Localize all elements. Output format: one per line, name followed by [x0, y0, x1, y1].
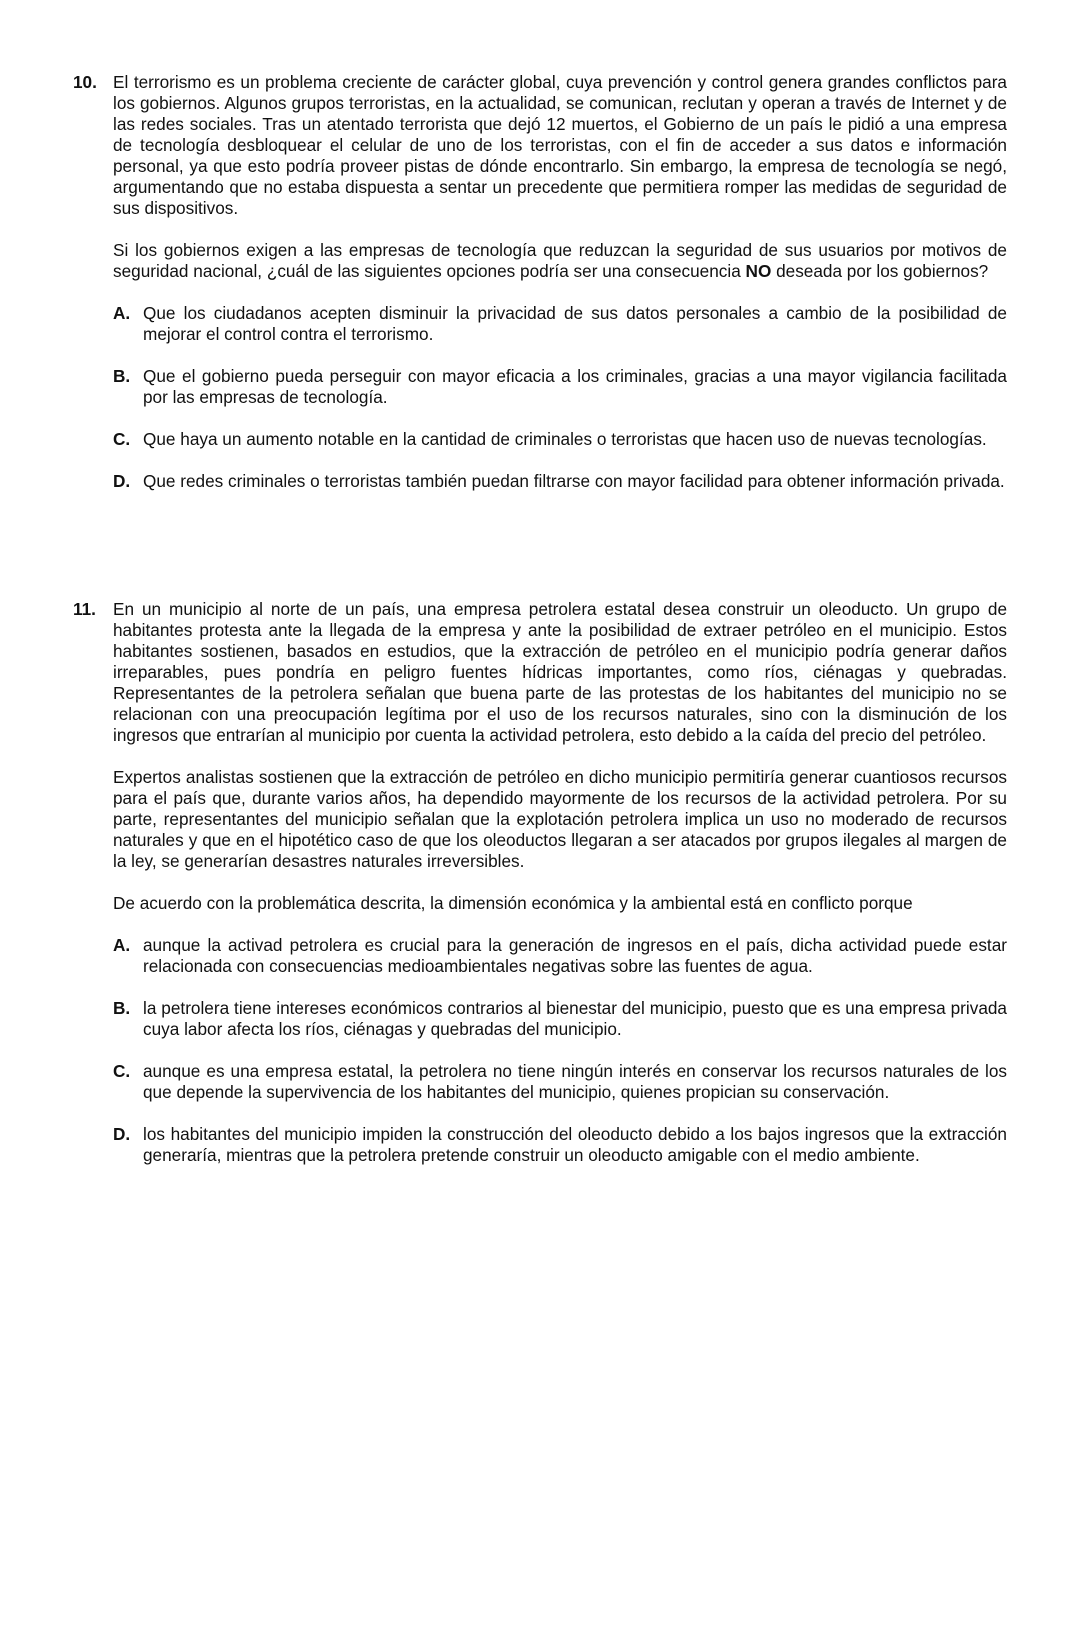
- option-letter: C.: [113, 1061, 131, 1081]
- option-c[interactable]: [113, 1061, 1007, 1103]
- option-text: la petrolera tiene intereses económicos contrarios al bienestar del municipio, puesto que es una empresa privada cuya labor afecta los ríos, ciénagas y quebradas del municipio.: [143, 998, 1007, 1039]
- question-stem: [113, 240, 1007, 282]
- option-letter: B.: [113, 998, 131, 1018]
- question-11: [73, 599, 1007, 1187]
- question-context-2: Expertos analistas sostienen que la extracción de petróleo en dicho municipio permitiría generar cuantiosos recursos para el país que, durante varios años, ha dependido mayormente de los recursos de la actividad petrolera. Por su parte, representantes del municipio señalan que la explotación petrolera implica un uso no moderado de recursos naturales y que en el hipotético caso de que los oleoductos llegaran a ser atacados por grupos ilegales al margen de la ley, se generarían desastres naturales irreversibles.: [113, 767, 1007, 871]
- option-text: Que el gobierno pueda perseguir con mayor eficacia a los criminales, gracias a una mayor vigilancia facilitada por las empresas de tecnología.: [143, 366, 1007, 407]
- option-text: los habitantes del municipio impiden la construcción del oleoducto debido a los bajos ingresos que la extracción generaría, mientras que la petrolera pretende construir un oleoducto amigable con el medio ambiente.: [143, 1124, 1007, 1165]
- question-number: 10.: [73, 72, 97, 92]
- option-text: Que los ciudadanos acepten disminuir la privacidad de sus datos personales a cambio de la posibilidad de mejorar el control contra el terrorismo.: [143, 303, 1007, 344]
- question-context: En un municipio al norte de un país, una empresa petrolera estatal desea construir un oleoducto. Un grupo de habitantes protesta ante la llegada de la empresa y ante la posibilidad de extraer petróleo en el municipio. Estos habitantes sostienen, basados en estudios, que la extracción de petróleo en el municipio podría generar daños irreparables, pues pondría en peligro fuentes hídricas importantes, como ríos, ciénagas y quebradas. Representantes de la petrolera señalan que buena parte de las protestas de los habitantes del municipio no se relacionan con una preocupación legítima por el uso de los recursos naturales, sino con la disminución de los ingresos que entrarían al municipio por cuenta la actividad petrolera, esto debido a la caída del precio del petróleo.: [113, 599, 1007, 745]
- option-text: aunque la activad petrolera es crucial para la generación de ingresos en el país, dicha actividad puede estar relacionada con consecuencias medioambientales negativas sobre las fuentes de agua.: [143, 935, 1007, 976]
- option-text: aunque es una empresa estatal, la petrolera no tiene ningún interés en conservar los recursos naturales de los que depende la supervivencia de los habitantes del municipio, quienes propician su conservación.: [143, 1061, 1007, 1102]
- option-letter: A.: [113, 303, 131, 323]
- question-number: 11.: [73, 599, 96, 619]
- option-letter: C.: [113, 429, 131, 449]
- option-b[interactable]: [113, 998, 1007, 1040]
- option-letter: B.: [113, 366, 131, 386]
- question-stem: De acuerdo con la problemática descrita, la dimensión económica y la ambiental está en conflicto porque: [113, 893, 913, 913]
- option-c[interactable]: [113, 429, 1007, 450]
- option-a[interactable]: [113, 303, 1007, 345]
- stem-text-end: deseada por los gobiernos?: [771, 261, 989, 281]
- stem-emphasis: NO: [745, 261, 772, 281]
- option-letter: D.: [113, 1124, 131, 1144]
- stem-text: Si los gobiernos exigen a las empresas de tecnología que reduzcan la seguridad de sus usuarios por motivos de seguridad nacional, ¿cuál de las siguientes opciones podría ser una consecuencia: [113, 240, 1007, 281]
- option-letter: A.: [113, 935, 131, 955]
- option-b[interactable]: [113, 366, 1007, 408]
- question-context: El terrorismo es un problema creciente de carácter global, cuya prevención y control genera grandes conflictos para los gobiernos. Algunos grupos terroristas, en la actualidad, se comunican, reclutan y operan a través de Internet y de las redes sociales. Tras un atentado terrorista que dejó 12 muertos, el Gobierno de un país le pidió a una empresa de tecnología desbloquear el celular de uno de los terroristas, con el fin de acceder a sus datos e información personal, ya que esto podría proveer pistas de dónde encontrarlo. Sin embargo, la empresa de tecnología se negó, argumentando que no estaba dispuesta a sentar un precedente que permitiera romper las medidas de seguridad de sus dispositivos.: [113, 72, 1007, 218]
- question-10: [73, 72, 1007, 513]
- option-text: Que redes criminales o terroristas también puedan filtrarse con mayor facilidad para obtener información privada.: [143, 471, 1005, 491]
- option-text: Que haya un aumento notable en la cantidad de criminales o terroristas que hacen uso de nuevas tecnologías.: [143, 429, 987, 449]
- option-d[interactable]: [113, 1124, 1007, 1166]
- option-d[interactable]: [113, 471, 1007, 492]
- option-letter: D.: [113, 471, 131, 491]
- option-a[interactable]: [113, 935, 1007, 977]
